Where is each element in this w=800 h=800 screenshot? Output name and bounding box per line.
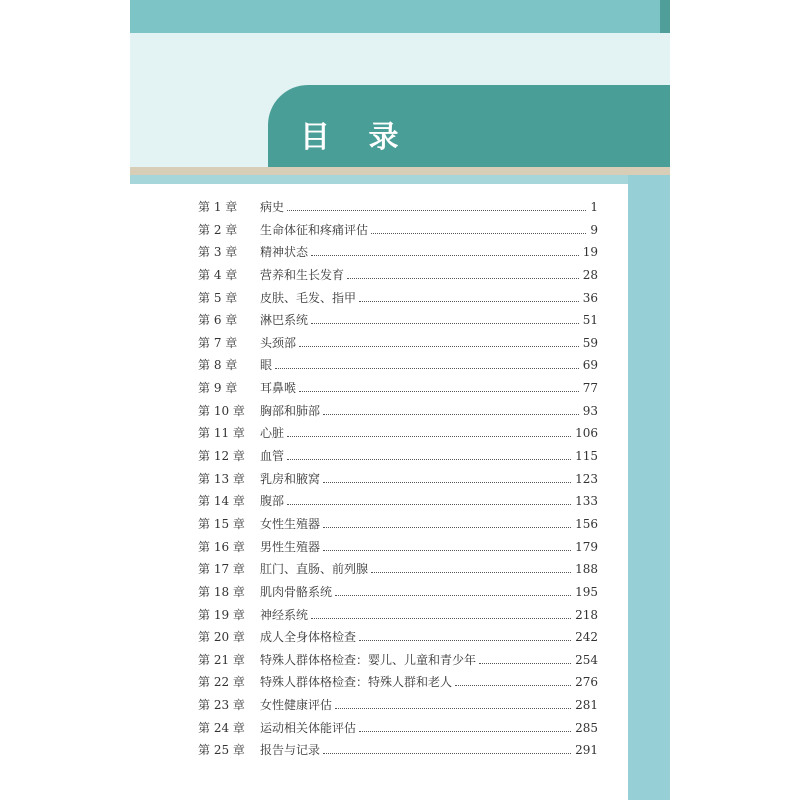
- toc-entry[interactable]: [198, 606, 598, 629]
- toc-chapter-title: 乳房和腋窝: [260, 471, 321, 486]
- toc-leader-dots: [299, 391, 579, 392]
- toc-leader-dots: [359, 301, 579, 302]
- page-title: 目 录: [300, 120, 413, 155]
- toc-chapter-number: 第 9 章: [198, 381, 238, 396]
- toc-chapter-title: 头颈部: [260, 335, 297, 350]
- header-bottom-stripe: [130, 175, 670, 184]
- toc-leader-dots: [359, 731, 571, 732]
- toc-entry[interactable]: [198, 221, 598, 244]
- toc-leader-dots: [335, 708, 571, 709]
- toc-chapter-number: 第 21 章: [198, 652, 245, 667]
- toc-leader-dots: [275, 368, 579, 369]
- toc-entry[interactable]: [198, 198, 598, 221]
- toc-leader-dots: [371, 233, 586, 234]
- toc-entry[interactable]: [198, 741, 598, 764]
- toc-leader-dots: [323, 527, 571, 528]
- toc-chapter-number: 第 11 章: [198, 426, 245, 441]
- toc-leader-dots: [371, 572, 571, 573]
- toc-chapter-title: 女性生殖器: [260, 516, 321, 531]
- toc-chapter-number: 第 19 章: [198, 607, 245, 622]
- toc-page-number: 93: [582, 403, 598, 418]
- toc-page-number: 77: [582, 381, 598, 396]
- toc-chapter-number: 第 2 章: [198, 222, 238, 237]
- toc-leader-dots: [299, 346, 579, 347]
- toc-chapter-title: 精神状态: [260, 245, 309, 260]
- toc-entry[interactable]: [198, 402, 598, 425]
- toc-chapter-title: 胸部和肺部: [260, 403, 321, 418]
- toc-page-number: 291: [575, 743, 598, 758]
- toc-page-number: 156: [575, 516, 598, 531]
- header-top-band: [130, 0, 670, 33]
- toc-chapter-number: 第 15 章: [198, 516, 245, 531]
- toc-chapter-number: 第 25 章: [198, 743, 245, 758]
- toc-chapter-number: 第 13 章: [198, 471, 245, 486]
- toc-page-number: 276: [575, 675, 598, 690]
- toc-leader-dots: [287, 459, 571, 460]
- table-of-contents: [198, 198, 598, 764]
- toc-page-number: 51: [582, 313, 598, 328]
- toc-chapter-number: 第 14 章: [198, 494, 245, 509]
- toc-chapter-title: 运动相关体能评估: [260, 720, 357, 735]
- toc-page-number: 195: [575, 584, 598, 599]
- toc-chapter-number: 第 24 章: [198, 720, 245, 735]
- toc-entry[interactable]: [198, 447, 598, 470]
- toc-entry[interactable]: [198, 673, 598, 696]
- toc-entry[interactable]: [198, 651, 598, 674]
- toc-chapter-title: 报告与记录: [260, 743, 321, 758]
- toc-chapter-number: 第 7 章: [198, 335, 238, 350]
- toc-page-number: 285: [575, 720, 598, 735]
- toc-chapter-title: 耳鼻喉: [260, 381, 297, 396]
- toc-chapter-title: 特殊人群体格检查：婴儿、儿童和青少年: [260, 652, 477, 667]
- toc-entry[interactable]: [198, 538, 598, 561]
- toc-page-number: 242: [575, 630, 598, 645]
- toc-chapter-title: 病史: [260, 200, 285, 214]
- toc-entry[interactable]: [198, 492, 598, 515]
- toc-page-number: 28: [582, 267, 598, 282]
- toc-leader-dots: [359, 640, 571, 641]
- header-top-band-edge: [660, 0, 670, 33]
- toc-chapter-number: 第 1 章: [198, 200, 238, 214]
- toc-chapter-number: 第 6 章: [198, 313, 238, 328]
- toc-chapter-number: 第 3 章: [198, 245, 238, 260]
- right-side-bar: [628, 175, 670, 800]
- toc-chapter-number: 第 8 章: [198, 358, 238, 373]
- toc-entry[interactable]: [198, 424, 598, 447]
- toc-chapter-title: 肛门、直肠、前列腺: [260, 562, 369, 577]
- toc-page-number: 179: [575, 539, 598, 554]
- toc-chapter-number: 第 17 章: [198, 562, 245, 577]
- toc-entry[interactable]: [198, 243, 598, 266]
- toc-page-number: 19: [582, 245, 598, 260]
- toc-page-number: 59: [582, 335, 598, 350]
- toc-page-number: 123: [575, 471, 598, 486]
- toc-leader-dots: [347, 278, 579, 279]
- toc-chapter-number: 第 10 章: [198, 403, 245, 418]
- toc-entry[interactable]: [198, 356, 598, 379]
- toc-leader-dots: [335, 595, 571, 596]
- toc-page-number: 9: [590, 222, 598, 237]
- toc-entry[interactable]: [198, 266, 598, 289]
- toc-page-number: 254: [575, 652, 598, 667]
- toc-leader-dots: [323, 414, 579, 415]
- toc-page-number: 218: [575, 607, 598, 622]
- toc-chapter-title: 男性生殖器: [260, 539, 321, 554]
- toc-leader-dots: [287, 436, 571, 437]
- toc-leader-dots: [323, 550, 571, 551]
- toc-page-number: 1: [590, 200, 598, 214]
- toc-chapter-title: 特殊人群体格检查：特殊人群和老人: [260, 675, 453, 690]
- toc-chapter-number: 第 22 章: [198, 675, 245, 690]
- toc-chapter-title: 皮肤、毛发、指甲: [260, 290, 357, 305]
- toc-page-number: 115: [575, 449, 598, 464]
- toc-chapter-number: 第 5 章: [198, 290, 238, 305]
- toc-chapter-title: 女性健康评估: [260, 698, 333, 713]
- toc-chapter-title: 营养和生长发育: [260, 267, 345, 282]
- toc-leader-dots: [311, 255, 579, 256]
- toc-chapter-title: 成人全身体格检查: [260, 630, 357, 645]
- toc-page-number: 188: [575, 562, 598, 577]
- toc-entry[interactable]: [198, 628, 598, 651]
- toc-page-number: 69: [582, 358, 598, 373]
- toc-leader-dots: [287, 210, 586, 211]
- toc-entry[interactable]: [198, 470, 598, 493]
- toc-chapter-title: 心脏: [260, 426, 285, 441]
- toc-page-number: 133: [575, 494, 598, 509]
- toc-chapter-title: 眼: [260, 358, 273, 373]
- toc-chapter-number: 第 16 章: [198, 539, 245, 554]
- toc-leader-dots: [479, 663, 571, 664]
- toc-chapter-number: 第 18 章: [198, 584, 245, 599]
- toc-entry[interactable]: [198, 583, 598, 606]
- toc-leader-dots: [287, 504, 571, 505]
- header-divider-stripe: [130, 167, 670, 175]
- toc-entry[interactable]: [198, 379, 598, 402]
- toc-chapter-title: 生命体征和疼痛评估: [260, 222, 369, 237]
- toc-chapter-title: 血管: [260, 449, 285, 464]
- toc-leader-dots: [311, 618, 571, 619]
- toc-chapter-title: 淋巴系统: [260, 313, 309, 328]
- toc-entry[interactable]: [198, 334, 598, 357]
- toc-chapter-number: 第 20 章: [198, 630, 245, 645]
- toc-chapter-number: 第 4 章: [198, 267, 238, 282]
- toc-page-number: 281: [575, 698, 598, 713]
- toc-chapter-title: 肌肉骨骼系统: [260, 584, 333, 599]
- toc-page-number: 106: [575, 426, 598, 441]
- toc-entry[interactable]: [198, 719, 598, 742]
- toc-page-number: 36: [582, 290, 598, 305]
- toc-entry[interactable]: [198, 311, 598, 334]
- toc-leader-dots: [311, 323, 579, 324]
- toc-entry[interactable]: [198, 289, 598, 312]
- toc-leader-dots: [455, 685, 571, 686]
- toc-leader-dots: [323, 753, 571, 754]
- toc-chapter-title: 神经系统: [260, 607, 309, 622]
- toc-entry[interactable]: [198, 515, 598, 538]
- toc-entry[interactable]: [198, 560, 598, 583]
- toc-chapter-title: 腹部: [260, 494, 285, 509]
- toc-chapter-number: 第 23 章: [198, 698, 245, 713]
- toc-entry[interactable]: [198, 696, 598, 719]
- toc-chapter-number: 第 12 章: [198, 449, 245, 464]
- toc-leader-dots: [323, 482, 571, 483]
